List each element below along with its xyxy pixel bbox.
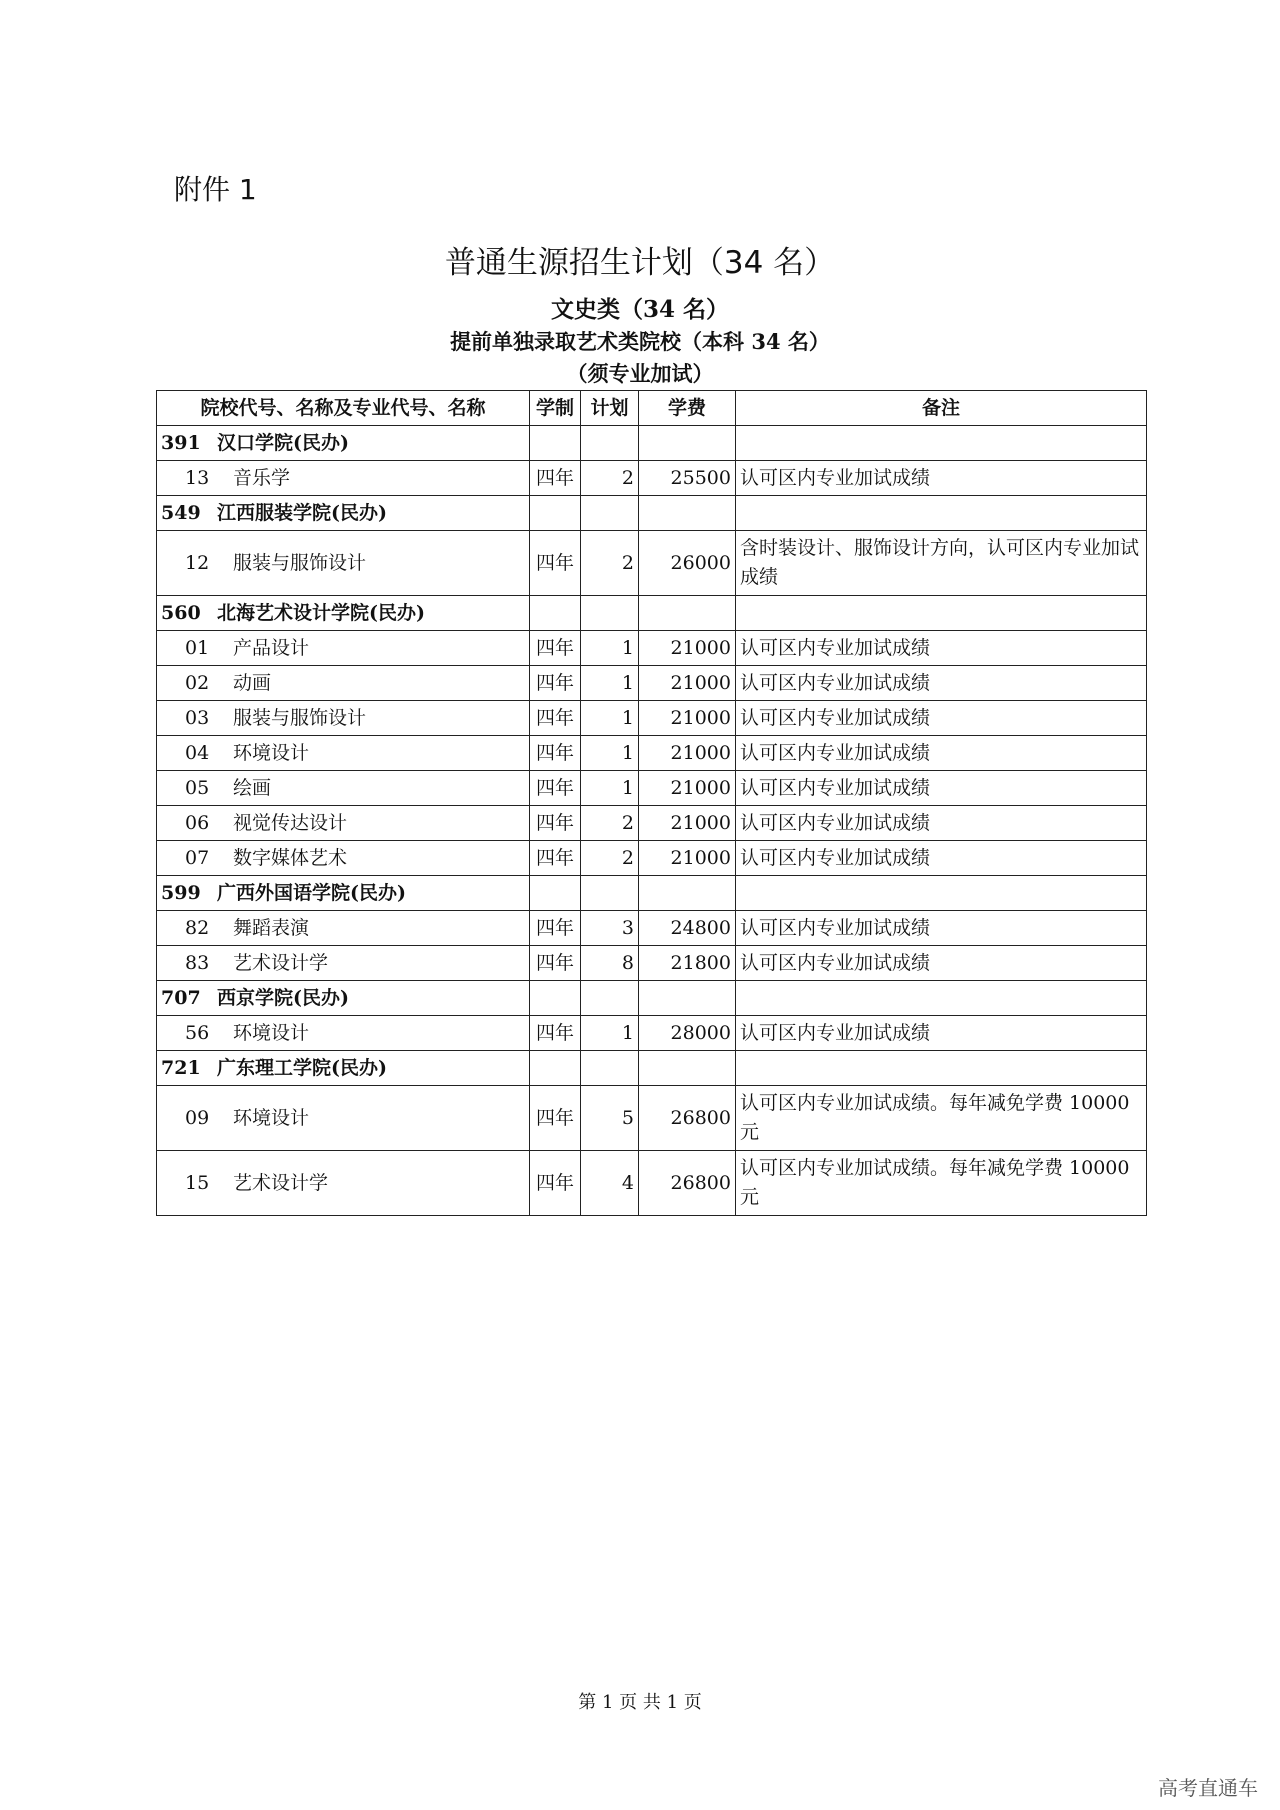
major-name: 数字媒体艺术: [233, 846, 348, 869]
school-code: 599: [161, 881, 201, 904]
empty-cell: [530, 426, 581, 461]
plan-cell: 1: [581, 701, 639, 736]
major-name: 环境设计: [233, 1106, 310, 1129]
empty-cell: [736, 496, 1147, 531]
remarks-cell: 认可区内专业加试成绩: [736, 806, 1147, 841]
duration-cell: 四年: [530, 911, 581, 946]
duration-cell: 四年: [530, 666, 581, 701]
plan-cell: 2: [581, 461, 639, 496]
empty-cell: [639, 1051, 736, 1086]
major-code: 05: [185, 776, 210, 799]
category-subtitle: 文史类（34 名）: [550, 296, 729, 323]
school-name: 北海艺术设计学院(民办): [217, 601, 425, 624]
major-name: 产品设计: [233, 636, 310, 659]
duration-cell: 四年: [530, 841, 581, 876]
plan-cell: 2: [581, 531, 639, 596]
major-name: 视觉传达设计: [233, 811, 348, 834]
plan-cell: 5: [581, 1086, 639, 1151]
tuition-cell: 21000: [639, 631, 736, 666]
major-cell: [157, 806, 530, 841]
admission-plan-table: [156, 390, 1147, 1216]
duration-cell: 四年: [530, 531, 581, 596]
header-tuition: 学费: [639, 391, 736, 426]
remarks-cell: 认可区内专业加试成绩: [736, 841, 1147, 876]
remarks-cell: 认可区内专业加试成绩: [736, 631, 1147, 666]
major-name: 音乐学: [233, 466, 291, 489]
school-cell: [157, 496, 530, 531]
empty-cell: [736, 876, 1147, 911]
empty-cell: [530, 876, 581, 911]
major-row: [157, 841, 1147, 876]
major-row: [157, 531, 1147, 596]
major-code: 01: [185, 636, 210, 659]
major-code: 13: [185, 466, 210, 489]
table-header-row: [157, 391, 1147, 426]
requirement-subtitle: （须专业加试）: [566, 361, 714, 386]
major-name: 艺术设计学: [233, 951, 329, 974]
major-name: 舞蹈表演: [233, 916, 310, 939]
school-cell: [157, 426, 530, 461]
major-cell: [157, 1016, 530, 1051]
major-name: 服装与服饰设计: [233, 706, 367, 729]
empty-cell: [581, 1051, 639, 1086]
plan-cell: 1: [581, 666, 639, 701]
major-code: 56: [185, 1021, 210, 1044]
major-code: 07: [185, 846, 210, 869]
school-row: [157, 426, 1147, 461]
empty-cell: [530, 981, 581, 1016]
major-name: 动画: [233, 671, 272, 694]
empty-cell: [639, 426, 736, 461]
empty-cell: [736, 596, 1147, 631]
attachment-label: 附件 1: [174, 173, 257, 206]
major-row: [157, 736, 1147, 771]
major-cell: [157, 1086, 530, 1151]
tuition-cell: 21000: [639, 806, 736, 841]
empty-cell: [581, 981, 639, 1016]
major-cell: [157, 461, 530, 496]
remarks-cell: 认可区内专业加试成绩: [736, 911, 1147, 946]
major-name: 绘画: [233, 776, 272, 799]
plan-cell: 2: [581, 806, 639, 841]
major-cell: [157, 666, 530, 701]
school-cell: [157, 981, 530, 1016]
major-cell: [157, 701, 530, 736]
duration-cell: 四年: [530, 806, 581, 841]
header-school-major: 院校代号、名称及专业代号、名称: [157, 391, 530, 426]
major-name: 服装与服饰设计: [233, 551, 367, 574]
table-body: [157, 426, 1147, 1216]
plan-cell: 2: [581, 841, 639, 876]
page-number: 第 1 页 共 1 页: [578, 1692, 702, 1713]
duration-cell: 四年: [530, 631, 581, 666]
empty-cell: [639, 596, 736, 631]
tuition-cell: 21000: [639, 701, 736, 736]
school-name: 西京学院(民办): [217, 986, 349, 1009]
school-row: [157, 1051, 1147, 1086]
remarks-cell: 认可区内专业加试成绩: [736, 461, 1147, 496]
header-duration: 学制: [530, 391, 581, 426]
major-code: 82: [185, 916, 210, 939]
major-code: 15: [185, 1171, 210, 1194]
empty-cell: [530, 596, 581, 631]
major-cell: [157, 631, 530, 666]
empty-cell: [581, 596, 639, 631]
remarks-cell: 认可区内专业加试成绩: [736, 666, 1147, 701]
remarks-cell: 认可区内专业加试成绩: [736, 946, 1147, 981]
school-name: 汉口学院(民办): [217, 431, 349, 454]
major-code: 83: [185, 951, 210, 974]
empty-cell: [530, 1051, 581, 1086]
major-code: 09: [185, 1106, 210, 1129]
plan-cell: 1: [581, 736, 639, 771]
major-name: 环境设计: [233, 741, 310, 764]
duration-cell: 四年: [530, 771, 581, 806]
plan-cell: 1: [581, 631, 639, 666]
empty-cell: [736, 426, 1147, 461]
duration-cell: 四年: [530, 1086, 581, 1151]
major-row: [157, 701, 1147, 736]
tuition-cell: 21000: [639, 736, 736, 771]
tuition-cell: 21000: [639, 841, 736, 876]
duration-cell: 四年: [530, 736, 581, 771]
duration-cell: 四年: [530, 946, 581, 981]
school-row: [157, 876, 1147, 911]
remarks-cell: 认可区内专业加试成绩: [736, 736, 1147, 771]
school-name: 广西外国语学院(民办): [217, 881, 406, 904]
major-row: [157, 1151, 1147, 1216]
tuition-cell: 26800: [639, 1086, 736, 1151]
major-row: [157, 631, 1147, 666]
remarks-cell: 认可区内专业加试成绩。每年减免学费 10000 元: [736, 1086, 1147, 1151]
empty-cell: [639, 876, 736, 911]
duration-cell: 四年: [530, 1151, 581, 1216]
duration-cell: 四年: [530, 701, 581, 736]
major-cell: [157, 841, 530, 876]
major-cell: [157, 1151, 530, 1216]
major-row: [157, 911, 1147, 946]
tuition-cell: 26800: [639, 1151, 736, 1216]
major-code: 12: [185, 551, 210, 574]
school-cell: [157, 876, 530, 911]
tuition-cell: 21000: [639, 666, 736, 701]
major-row: [157, 771, 1147, 806]
major-cell: [157, 771, 530, 806]
school-code: 560: [161, 601, 201, 624]
remarks-cell: 含时装设计、服饰设计方向，认可区内专业加试成绩: [736, 531, 1147, 596]
school-code: 721: [161, 1056, 201, 1079]
empty-cell: [530, 496, 581, 531]
tuition-cell: 25500: [639, 461, 736, 496]
empty-cell: [639, 496, 736, 531]
major-row: [157, 946, 1147, 981]
major-code: 04: [185, 741, 210, 764]
school-code: 549: [161, 501, 201, 524]
plan-cell: 3: [581, 911, 639, 946]
school-cell: [157, 596, 530, 631]
major-cell: [157, 946, 530, 981]
major-row: [157, 461, 1147, 496]
plan-cell: 8: [581, 946, 639, 981]
empty-cell: [581, 876, 639, 911]
tuition-cell: 28000: [639, 1016, 736, 1051]
header-remarks: 备注: [736, 391, 1147, 426]
document-title: 普通生源招生计划（34 名）: [444, 245, 836, 281]
school-name: 广东理工学院(民办): [217, 1056, 387, 1079]
school-code: 707: [161, 986, 201, 1009]
empty-cell: [639, 981, 736, 1016]
tuition-cell: 21000: [639, 771, 736, 806]
school-row: [157, 496, 1147, 531]
school-cell: [157, 1051, 530, 1086]
remarks-cell: 认可区内专业加试成绩: [736, 1016, 1147, 1051]
tuition-cell: 26000: [639, 531, 736, 596]
major-row: [157, 1086, 1147, 1151]
major-row: [157, 1016, 1147, 1051]
school-row: [157, 596, 1147, 631]
plan-cell: 1: [581, 771, 639, 806]
major-code: 03: [185, 706, 210, 729]
major-cell: [157, 911, 530, 946]
empty-cell: [736, 981, 1147, 1016]
major-row: [157, 806, 1147, 841]
header-plan: 计划: [581, 391, 639, 426]
plan-cell: 1: [581, 1016, 639, 1051]
watermark: 高考直通车: [1158, 1776, 1258, 1800]
major-cell: [157, 531, 530, 596]
duration-cell: 四年: [530, 461, 581, 496]
school-code: 391: [161, 431, 201, 454]
tuition-cell: 24800: [639, 911, 736, 946]
remarks-cell: 认可区内专业加试成绩: [736, 771, 1147, 806]
duration-cell: 四年: [530, 1016, 581, 1051]
major-name: 艺术设计学: [233, 1171, 329, 1194]
major-name: 环境设计: [233, 1021, 310, 1044]
remarks-cell: 认可区内专业加试成绩: [736, 701, 1147, 736]
batch-subtitle: 提前单独录取艺术类院校（本科 34 名）: [450, 329, 830, 354]
empty-cell: [581, 426, 639, 461]
major-code: 06: [185, 811, 210, 834]
major-cell: [157, 736, 530, 771]
major-row: [157, 666, 1147, 701]
empty-cell: [736, 1051, 1147, 1086]
major-code: 02: [185, 671, 210, 694]
remarks-cell: 认可区内专业加试成绩。每年减免学费 10000 元: [736, 1151, 1147, 1216]
school-name: 江西服装学院(民办): [217, 501, 387, 524]
empty-cell: [581, 496, 639, 531]
tuition-cell: 21800: [639, 946, 736, 981]
plan-cell: 4: [581, 1151, 639, 1216]
school-row: [157, 981, 1147, 1016]
